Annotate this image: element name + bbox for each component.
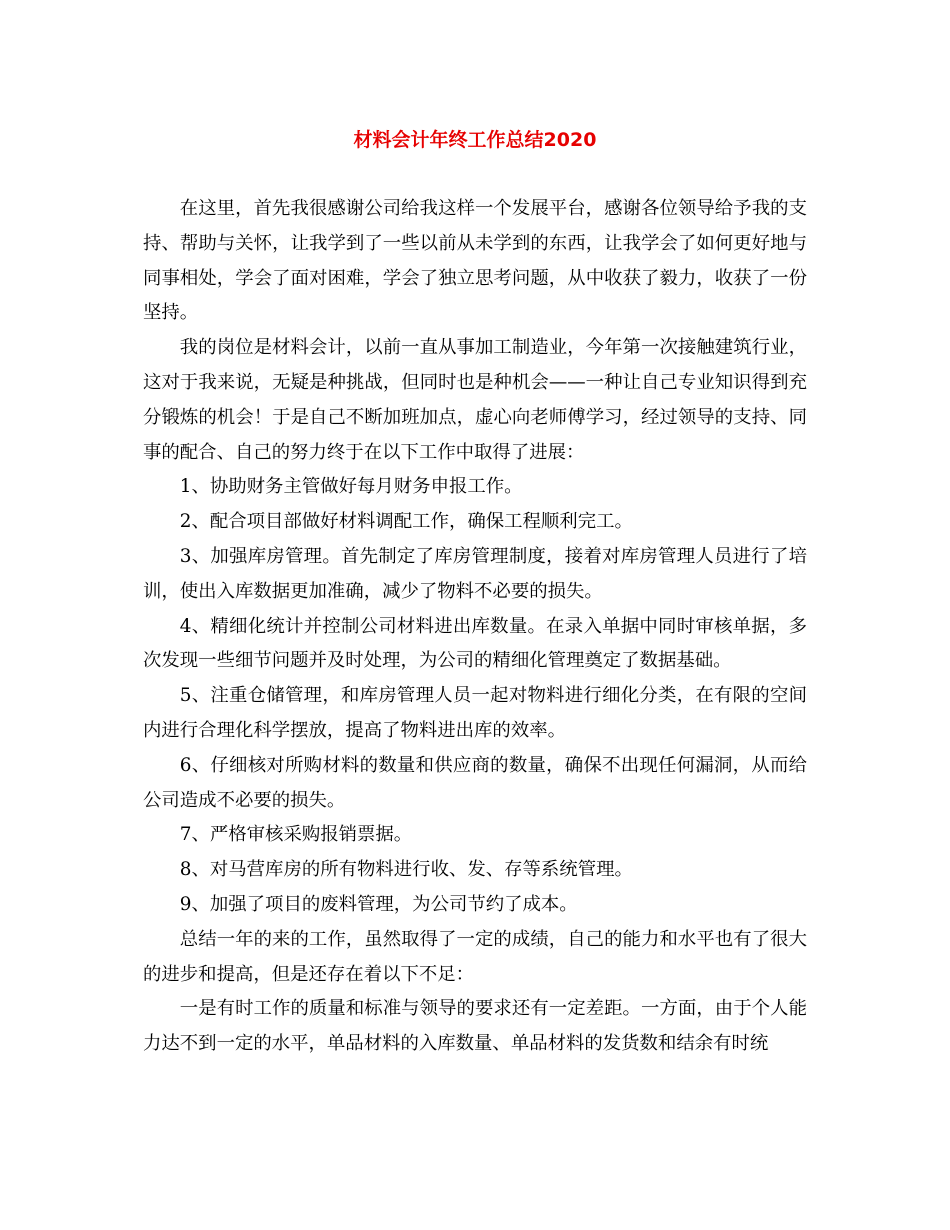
list-item-8: 8、对马营库房的所有物料进行收、发、存等系统管理。	[179, 859, 633, 881]
list-item-6: 6、仔细核对所购材料的数量和供应商的数量，确保不出现任何漏洞，从而给公司造成不必要的损失。	[143, 754, 807, 811]
paragraph-shortcoming-1: 一是有时工作的质量和标准与领导的要求还有一定差距。一方面，由于个人能力达不到一定的水平，单品材料的入库数量、单品材料的发货数和结余有时统	[143, 998, 807, 1055]
paragraph-summary: 总结一年的来的工作，虽然取得了一定的成绩，自己的能力和水平也有了很大的进步和提高，但是还存在着以下不足：	[143, 928, 807, 985]
list-item-9: 9、加强了项目的废料管理，为公司节约了成本。	[179, 893, 578, 915]
paragraph-intro: 在这里，首先我很感谢公司给我这样一个发展平台，感谢各位领导给予我的支持、帮助与关怀，让我学到了一些以前从未学到的东西，让我学会了如何更好地与同事相处，学会了面对困难，学会了独立思考问题，从中收获了毅力，收获了一份坚持。	[143, 198, 807, 324]
list-item-4: 4、精细化统计并控制公司材料进出库数量。在录入单据中同时审核单据，多次发现一些细节问题并及时处理，为公司的精细化管理奠定了数据基础。	[143, 615, 807, 672]
list-item-3: 3、加强库房管理。首先制定了库房管理制度，接着对库房管理人员进行了培训，使出入库数据更加准确，减少了物料不必要的损失。	[143, 545, 807, 602]
list-item-2: 2、配合项目部做好材料调配工作，确保工程顺利完工。	[179, 511, 633, 533]
list-item-5: 5、注重仓储管理，和库房管理人员一起对物料进行细化分类，在有限的空间内进行合理化科学摆放，提高了物料进出库的效率。	[143, 685, 807, 741]
list-item-1: 1、协助财务主管做好每月财务申报工作。	[179, 476, 523, 498]
list-item-7: 7、严格审核采购报销票据。	[179, 824, 413, 846]
document-body	[143, 192, 807, 1062]
document-title: 材料会计年终工作总结2020	[353, 129, 597, 151]
paragraph-position: 我的岗位是材料会计，以前一直从事加工制造业，今年第一次接触建筑行业，这对于我来说，无疑是种挑战，但同时也是种机会——一种让自己专业知识得到充分锻炼的机会！于是自己不断加班加点，虚心向老师傅学习，经过领导的支持、同事的配合、自己的努力终于在以下工作中取得了进展：	[143, 337, 807, 463]
